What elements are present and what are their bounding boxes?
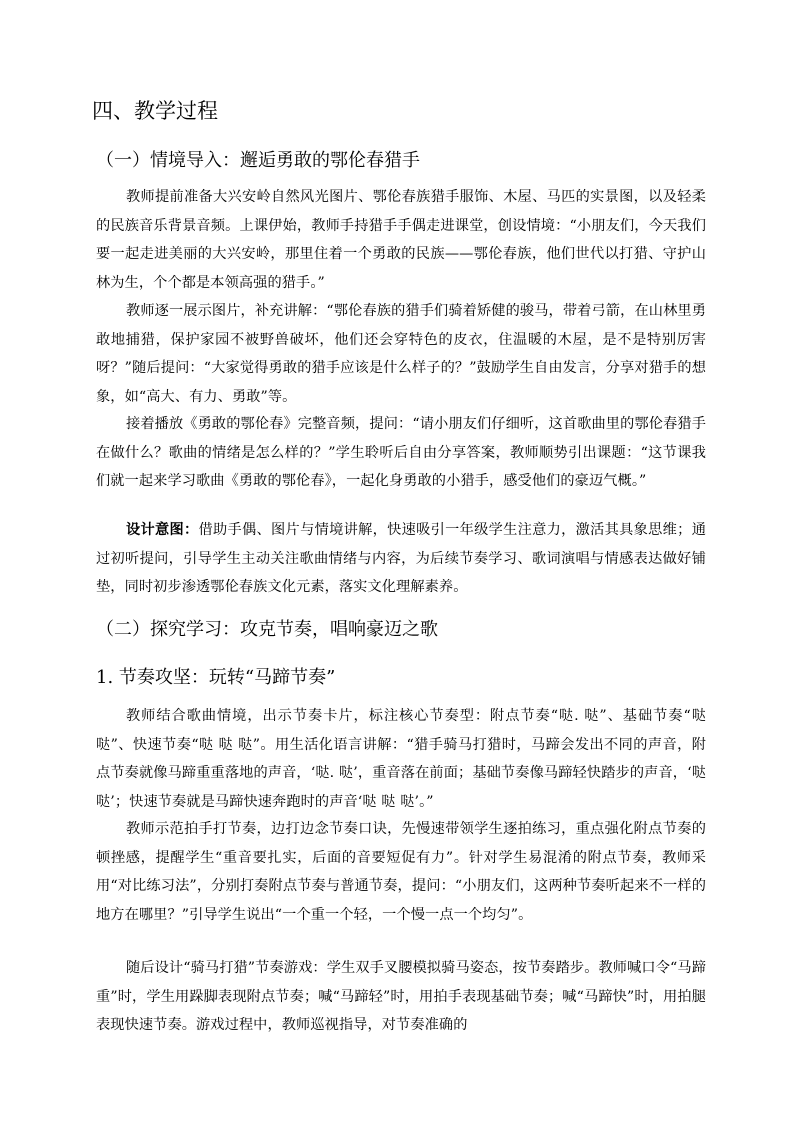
part1-paragraph: 教师逐一展示图片，补充讲解：“鄂伦春族的猎手们骑着矫健的骏马，带着弓箭，在山林里勇敢地捕猎，保护家园不被野兽破坏，他们还会穿特色的皮衣，住温暖的木屋，是不是特别厉害呀？”随后提问：“大家觉得勇敢的猎手应该是什么样子的？”鼓励学生自由发言，分享对猎手的想象，如“高大、有力、勇敢”等。 bbox=[96, 303, 706, 405]
part1-heading: （一）情境导入：邂逅勇敢的鄂伦春猎手 bbox=[96, 150, 420, 171]
design-intent-label: 设计意图： bbox=[126, 522, 199, 538]
section-title: 四、教学过程 bbox=[92, 99, 218, 123]
part2-heading: （二）探究学习：攻克节奏，唱响豪迈之歌 bbox=[96, 619, 438, 640]
part1-paragraph: 教师提前准备大兴安岭自然风光图片、鄂伦春族猎手服饰、木屋、马匹的实景图，以及轻柔的民族音乐背景音频。上课伊始，教师手持猎手手偶走进课堂，创设情境：“小朋友们，今天我们要一起走进美丽的大兴安岭，那里住着一个勇敢的民族——鄂伦春族，他们世代以打猎、守护山林为生，个个都是本领高强的猎手。” bbox=[96, 189, 706, 291]
part2-paragraph: 教师示范拍手打节奏，边打边念节奏口诀，先慢速带领学生逐拍练习，重点强化附点节奏的顿挫感，提醒学生“重音要扎实，后面的音要短促有力”。针对学生易混淆的附点节奏，教师采用“对比练习法”，分别打奏附点节奏与普通节奏，提问：“小朋友们，这两种节奏听起来不一样的地方在哪里？”引导学生说出“一个重一个轻，一个慢一点一个均匀”。 bbox=[96, 821, 706, 923]
rhythm-subheading: 1. 节奏攻坚：玩转“马蹄节奏” bbox=[96, 667, 336, 688]
part1-paragraph: 接着播放《勇敢的鄂伦春》完整音频，提问：“请小朋友们仔细听，这首歌曲里的鄂伦春猎手在做什么？歌曲的情绪是怎么样的？”学生聆听后自由分享答案，教师顺势引出课题：“这节课我们就一起来学习歌曲《勇敢的鄂伦春》，一起化身勇敢的小猎手，感受他们的豪迈气概。” bbox=[96, 416, 706, 489]
design-intent-text: 借助手偶、图片与情境讲解，快速吸引一年级学生注意力，激活其具象思维；通过初听提问，引导学生主动关注歌曲情绪与内容，为后续节奏学习、歌词演唱与情感表达做好铺垫，同时初步渗透鄂伦春族文化元素，落实文化理解素养。 bbox=[96, 522, 706, 595]
part2-paragraph: 随后设计“骑马打猎”节奏游戏：学生双手叉腰模拟骑马姿态，按节奏踏步。教师喊口令“马蹄重”时，学生用跺脚表现附点节奏；喊“马蹄轻”时，用拍手表现基础节奏；喊“马蹄快”时，用拍腿表现快速节奏。游戏过程中，教师巡视指导，对节奏准确的 bbox=[96, 960, 706, 1033]
design-intent-paragraph bbox=[96, 516, 706, 602]
part2-paragraph: 教师结合歌曲情境，出示节奏卡片，标注核心节奏型：附点节奏“哒. 哒”、基础节奏“哒 哒”、快速节奏“哒 哒 哒”。用生活化语言讲解：“猎手骑马打猎时，马蹄会发出不同的声音，附点节奏就像马蹄重重落地的声音，‘哒. 哒’，重音落在前面；基础节奏像马蹄轻快踏步的声音，‘哒 哒’；快速节奏就是马蹄快速奔跑时的声音‘哒 哒 哒’。” bbox=[96, 708, 706, 810]
